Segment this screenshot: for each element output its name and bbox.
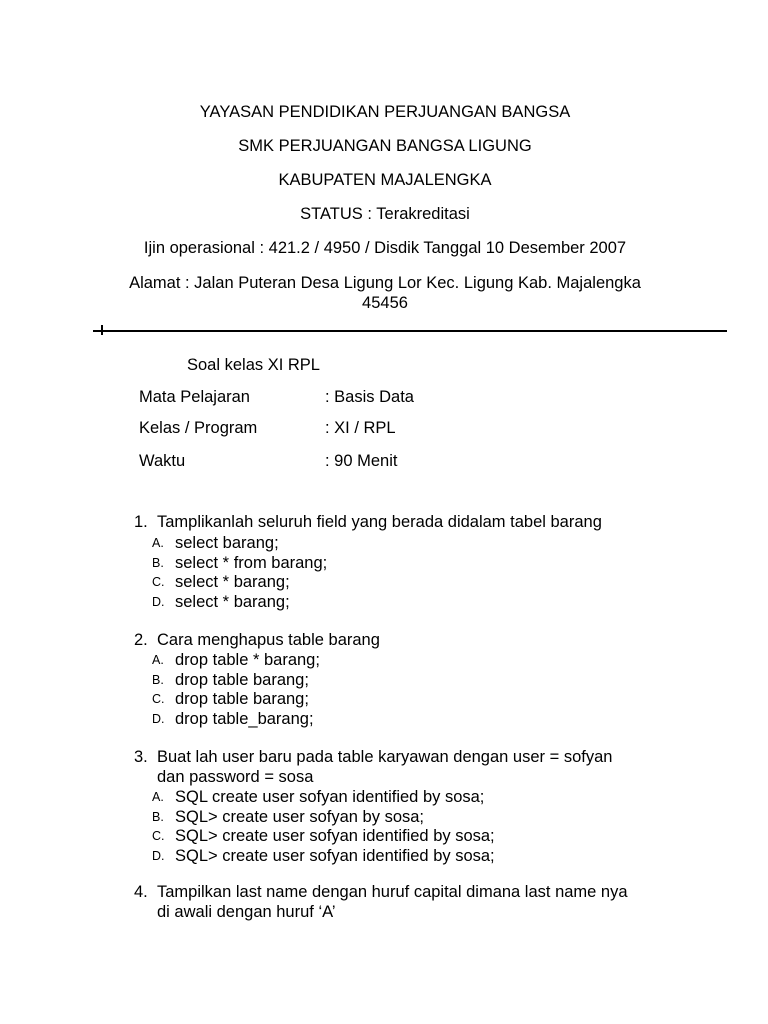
option-text: drop table barang; — [175, 690, 309, 709]
school-name: SMK PERJUANGAN BANGSA LIGUNG — [238, 137, 532, 155]
option-letter: C. — [152, 575, 165, 590]
foundation-name: YAYASAN PENDIDIKAN PERJUANGAN BANGSA — [199, 103, 571, 121]
option-a — [152, 788, 712, 808]
option-text: SQL> create user sofyan identified by sosa; — [175, 827, 495, 846]
option-d — [152, 710, 712, 730]
question-text: Tampilkan last name dengan huruf capital dimana last name nya — [157, 883, 628, 901]
question-text: Buat lah user baru pada table karyawan dengan user = sofyan — [157, 748, 613, 766]
option-letter: A. — [152, 790, 164, 804]
option-c — [152, 573, 712, 593]
school-address: Alamat : Jalan Puteran Desa Ligung Lor Kec. Ligung Kab. Majalengka — [129, 274, 641, 292]
option-text: drop table_barang; — [175, 710, 314, 729]
option-letter: C. — [152, 829, 165, 844]
meta-label: Mata Pelajaran — [139, 388, 250, 406]
regency-name: KABUPATEN MAJALENGKA — [278, 171, 492, 189]
option-b — [152, 808, 712, 828]
option-text: select barang; — [175, 534, 279, 552]
question-number: 1. — [134, 513, 148, 531]
option-d — [152, 593, 712, 613]
meta-label: Kelas / Program — [139, 419, 258, 437]
meta-value: : 90 Menit — [325, 452, 398, 470]
option-letter: B. — [152, 809, 164, 824]
option-letter: B. — [152, 555, 164, 570]
option-letter: A. — [152, 653, 164, 667]
option-text: drop table * barang; — [175, 651, 320, 669]
header-divider — [93, 330, 727, 332]
option-d — [152, 847, 712, 867]
option-b — [152, 554, 712, 574]
question-text-continued: dan password = sosa — [157, 768, 314, 786]
option-letter: D. — [152, 712, 165, 727]
option-a — [152, 651, 712, 671]
option-c — [152, 827, 712, 847]
option-b — [152, 671, 712, 691]
option-text: SQL create user sofyan identified by sosa; — [175, 788, 485, 806]
option-letter: C. — [152, 692, 165, 707]
option-text: select * from barang; — [175, 553, 328, 572]
option-text: select * barang; — [175, 593, 290, 612]
option-text: drop table barang; — [175, 670, 309, 689]
postal-code: 45456 — [362, 294, 408, 312]
option-text: select * barang; — [175, 573, 290, 592]
option-letter: D. — [152, 595, 165, 610]
option-letter: B. — [152, 672, 164, 687]
question-text-continued: di awali dengan huruf ‘A’ — [157, 903, 336, 921]
meta-value: : XI / RPL — [325, 419, 396, 437]
option-letter: D. — [152, 849, 165, 864]
question-number: 4. — [134, 883, 148, 901]
divider-tick — [101, 325, 103, 335]
question-1-options — [152, 534, 712, 613]
meta-value: : Basis Data — [325, 388, 414, 406]
option-text: SQL> create user sofyan by sosa; — [175, 807, 425, 826]
question-3-options — [152, 788, 712, 867]
question-text: Cara menghapus table barang — [157, 631, 380, 649]
option-text: SQL> create user sofyan identified by sosa; — [175, 847, 495, 866]
meta-label: Waktu — [139, 452, 186, 470]
question-text: Tamplikanlah seluruh field yang berada didalam tabel barang — [157, 513, 602, 531]
question-number: 2. — [134, 631, 148, 649]
option-a — [152, 534, 712, 554]
accreditation-status: STATUS : Terakreditasi — [300, 205, 470, 223]
operational-permit: Ijin operasional : 421.2 / 4950 / Disdik Tanggal 10 Desember 2007 — [143, 239, 627, 257]
option-letter: A. — [152, 536, 164, 550]
option-c — [152, 690, 712, 710]
question-2-options — [152, 651, 712, 730]
exam-title: Soal kelas XI RPL — [187, 356, 320, 374]
question-number: 3. — [134, 748, 148, 766]
